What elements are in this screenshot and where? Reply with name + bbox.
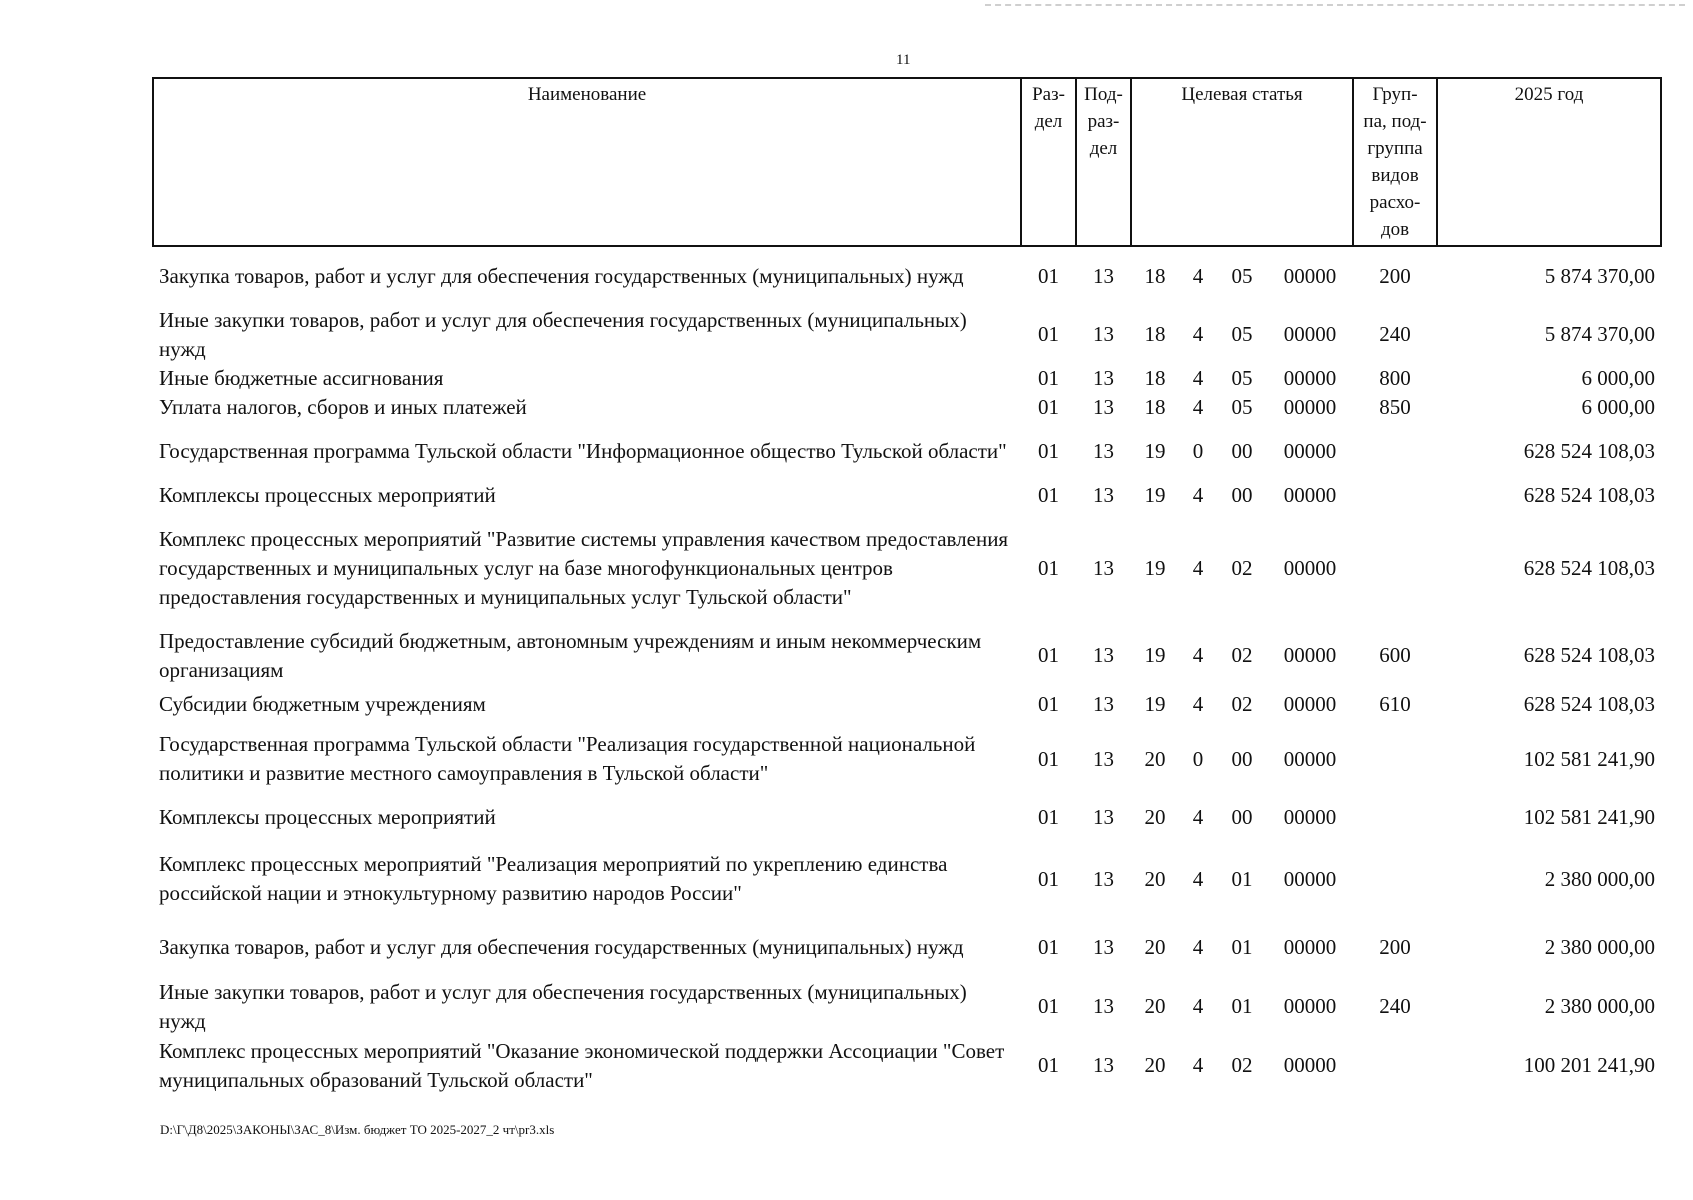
page-number: 11 [896,52,911,68]
row-target-program: 20 [1144,804,1166,829]
table-row [153,626,1661,685]
row-razdel: 01 [1038,366,1059,390]
row-razdel: 01 [1038,692,1059,716]
row-target-type: 4 [1192,692,1204,716]
budget-table [152,77,1662,1095]
row-target-subprogram: 05 [1231,263,1253,288]
row-razdel: 01 [1038,1053,1059,1077]
row-razdel: 01 [1038,804,1059,829]
row-name: Комплексы процессных мероприятий [159,804,496,829]
header-podrazdel: Под- раз- дел [1076,78,1131,246]
row-target-subprogram: 01 [1231,935,1253,959]
row-target-direction: 00000 [1283,263,1337,288]
row-name: Государственная программа Тульской области "Реализация государственной национальной политики и развитие местного самоуправления в Тульской области" [159,732,976,785]
row-amount: 2 380 000,00 [1544,866,1656,891]
table-row [153,794,1661,840]
row-target-direction: 00000 [1283,746,1337,771]
row-razdel: 01 [1038,439,1059,463]
table-body [153,246,1661,1095]
table-row [153,364,1661,393]
row-podrazdel: 13 [1093,395,1114,419]
header-year: 2025 год [1437,78,1661,246]
row-name: Субсидии бюджетным учреждениям [159,692,486,716]
table-row [153,422,1661,481]
row-target-program: 19 [1144,555,1166,580]
row-podrazdel: 13 [1093,555,1114,580]
row-target-subprogram: 02 [1231,643,1253,667]
row-target-program: 19 [1144,439,1166,463]
row-expense-group [1353,422,1437,481]
table-row [153,510,1661,626]
row-name: Комплексы процессных мероприятий [159,483,496,507]
row-target-program: 20 [1144,866,1166,891]
table-row [153,918,1661,977]
row-expense-group [1353,510,1437,626]
row-podrazdel: 13 [1093,439,1114,463]
row-target-program: 18 [1144,263,1166,288]
table-row [153,393,1661,422]
row-target-direction: 00000 [1283,643,1337,667]
file-path-footer: D:\Г\Д8\2025\ЗАКОНЫ\ЗАС_8\Изм. бюджет ТО 2025-2027_2 чт\pr3.xls [160,1122,555,1137]
row-target-direction: 00000 [1283,804,1337,829]
row-expense-group [1353,481,1437,510]
header-expense-group: Груп- па, под- группа видов расхо- дов [1353,78,1437,246]
row-amount: 5 874 370,00 [1544,263,1656,288]
header-name: Наименование [153,78,1021,246]
row-name: Государственная программа Тульской области "Информационное общество Тульской области" [159,439,1007,463]
row-target-program: 20 [1144,746,1166,771]
row-podrazdel: 13 [1093,935,1114,959]
row-expense-group: 600 [1379,643,1411,667]
row-razdel: 01 [1038,395,1059,419]
row-razdel: 01 [1038,746,1059,771]
row-target-type: 4 [1192,994,1204,1018]
row-target-direction: 00000 [1283,366,1337,390]
row-target-type: 0 [1192,439,1204,463]
row-target-subprogram: 05 [1231,395,1253,419]
scan-artifact [985,4,1685,12]
row-target-direction: 00000 [1283,935,1337,959]
row-target-program: 18 [1144,366,1166,390]
row-name: Предоставление субсидий бюджетным, автономным учреждениям и иным некоммерческим организациям [159,628,982,682]
row-amount: 628 524 108,03 [1523,439,1656,463]
row-name: Иные закупки товаров, работ и услуг для обеспечения государственных (муниципальных) нужд [159,979,967,1033]
row-razdel: 01 [1038,483,1059,507]
row-name: Иные бюджетные ассигнования [159,366,444,390]
row-target-type: 4 [1192,935,1204,959]
row-target-type: 0 [1192,746,1204,771]
row-amount: 6 000,00 [1581,366,1656,390]
row-expense-group: 610 [1379,692,1411,716]
row-target-subprogram: 01 [1231,866,1253,891]
row-expense-group [1353,724,1437,794]
row-name: Иные закупки товаров, работ и услуг для обеспечения государственных (муниципальных) нужд [159,307,967,361]
row-podrazdel: 13 [1093,643,1114,667]
row-target-subprogram: 02 [1231,555,1253,580]
row-expense-group: 200 [1379,935,1411,959]
row-amount: 628 524 108,03 [1523,692,1656,716]
row-name: Закупка товаров, работ и услуг для обеспечения государственных (муниципальных) нужд [159,263,964,288]
row-target-subprogram: 00 [1231,804,1253,829]
row-name: Уплата налогов, сборов и иных платежей [159,395,527,419]
row-target-subprogram: 01 [1231,994,1253,1018]
row-target-direction: 00000 [1283,483,1337,507]
row-podrazdel: 13 [1093,994,1114,1018]
row-target-program: 18 [1144,395,1166,419]
row-expense-group [1353,794,1437,840]
row-name: Комплекс процессных мероприятий "Развитие системы управления качеством предоставления государственных и муниципальных услуг на базе многофункциональных центров предоставления государственных и муниципальных услуг Тульской области" [159,526,1009,609]
row-target-direction: 00000 [1283,439,1337,463]
row-target-subprogram: 05 [1231,322,1253,346]
row-target-program: 19 [1144,483,1166,507]
row-podrazdel: 13 [1093,322,1114,346]
row-target-direction: 00000 [1283,322,1337,346]
row-target-direction: 00000 [1283,1053,1337,1077]
row-expense-group [1353,1036,1437,1095]
row-target-program: 20 [1144,994,1166,1018]
row-target-type: 4 [1192,395,1204,419]
row-name: Закупка товаров, работ и услуг для обеспечения государственных (муниципальных) нужд [159,935,964,959]
row-expense-group [1353,840,1437,918]
table-row [153,481,1661,510]
row-target-subprogram: 00 [1231,746,1253,771]
header-target-article: Целевая статья [1131,78,1353,246]
row-amount: 628 524 108,03 [1523,555,1656,580]
row-target-subprogram: 02 [1231,1053,1253,1077]
row-podrazdel: 13 [1093,804,1114,829]
row-razdel: 01 [1038,322,1059,346]
row-amount: 628 524 108,03 [1523,483,1656,507]
row-target-type: 4 [1192,366,1204,390]
row-amount: 2 380 000,00 [1544,935,1656,959]
row-razdel: 01 [1038,994,1059,1018]
row-razdel: 01 [1038,555,1059,580]
row-podrazdel: 13 [1093,746,1114,771]
row-target-program: 20 [1144,1053,1166,1077]
row-amount: 5 874 370,00 [1544,322,1656,346]
row-amount: 100 201 241,90 [1523,1053,1656,1077]
row-podrazdel: 13 [1093,263,1114,288]
row-amount: 102 581 241,90 [1523,804,1656,829]
row-podrazdel: 13 [1093,483,1114,507]
row-target-type: 4 [1192,643,1204,667]
row-podrazdel: 13 [1093,366,1114,390]
table-row [153,246,1661,305]
row-expense-group: 240 [1379,322,1411,346]
row-target-direction: 00000 [1283,994,1337,1018]
row-target-type: 4 [1192,1053,1204,1077]
row-podrazdel: 13 [1093,1053,1114,1077]
row-target-subprogram: 02 [1231,692,1253,716]
table-row [153,305,1661,364]
row-expense-group: 850 [1379,395,1411,419]
row-name: Комплекс процессных мероприятий "Оказание экономической поддержки Ассоциации "Совет муниципальных образований Тульской области" [159,1038,1005,1092]
row-amount: 2 380 000,00 [1544,994,1656,1018]
row-target-type: 4 [1192,322,1204,346]
header-razdel: Раз- дел [1021,78,1076,246]
row-expense-group: 800 [1379,366,1411,390]
row-amount: 102 581 241,90 [1523,746,1656,771]
row-target-direction: 00000 [1283,555,1337,580]
row-target-direction: 00000 [1283,866,1337,891]
table-row [153,977,1661,1036]
row-target-program: 20 [1144,935,1166,959]
row-expense-group: 200 [1379,263,1411,288]
row-target-type: 4 [1192,866,1204,891]
row-target-direction: 00000 [1283,692,1337,716]
row-target-program: 19 [1144,643,1166,667]
row-podrazdel: 13 [1093,866,1114,891]
table-row [153,1036,1661,1095]
row-target-program: 19 [1144,692,1166,716]
row-razdel: 01 [1038,866,1059,891]
row-target-program: 18 [1144,322,1166,346]
row-target-subprogram: 00 [1231,483,1253,507]
table-row [153,840,1661,918]
row-target-subprogram: 05 [1231,366,1253,390]
row-target-direction: 00000 [1283,395,1337,419]
row-razdel: 01 [1038,263,1059,288]
row-razdel: 01 [1038,935,1059,959]
row-amount: 628 524 108,03 [1523,643,1656,667]
row-target-type: 4 [1192,483,1204,507]
table-row [153,724,1661,794]
row-amount: 6 000,00 [1581,395,1656,419]
row-expense-group: 240 [1379,994,1411,1018]
row-razdel: 01 [1038,643,1059,667]
row-name: Комплекс процессных мероприятий "Реализация мероприятий по укреплению единства российской нации и этнокультурному развитию народов России" [159,852,948,905]
row-target-subprogram: 00 [1231,439,1253,463]
row-target-type: 4 [1192,263,1204,288]
row-target-type: 4 [1192,555,1204,580]
row-podrazdel: 13 [1093,692,1114,716]
budget-table-container [152,77,1660,1095]
table-header-row [153,78,1661,246]
row-target-type: 4 [1192,804,1204,829]
table-row [153,685,1661,724]
